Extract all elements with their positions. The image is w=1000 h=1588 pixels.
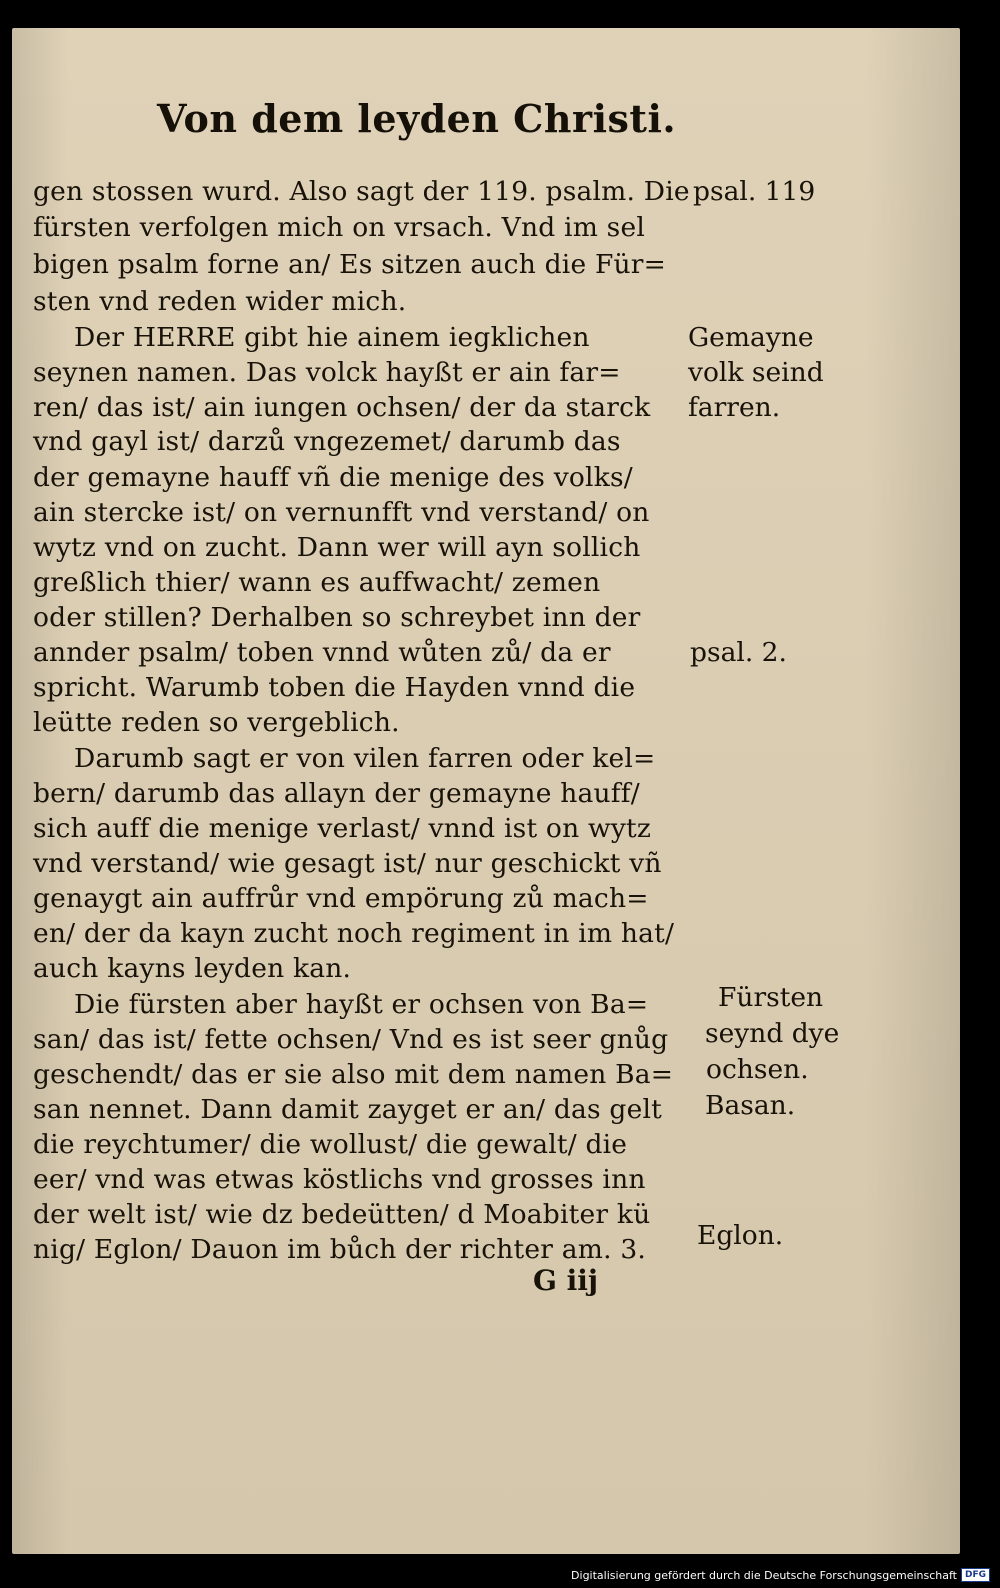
text-line: sten vnd reden wider mich. (33, 286, 407, 317)
text-line: en/ der da kayn zucht noch regiment in im hat/ (33, 918, 675, 949)
text-line: ain stercke ist/ on vernunfft vnd verstand/ on (33, 497, 650, 528)
dfg-logo: DFG (961, 1568, 990, 1582)
margin-note: Gemayne (688, 322, 814, 353)
margin-note: Fürsten (718, 982, 824, 1013)
text-line: vnd verstand/ wie gesagt ist/ nur geschickt vñ (33, 848, 662, 879)
margin-note: Eglon. (697, 1220, 784, 1251)
text-line: gen stossen wurd. Also sagt der 119. psalm. Die (33, 176, 690, 207)
text-line: oder stillen? Derhalben so schreybet inn der (33, 602, 641, 633)
text-line: wytz vnd on zucht. Dann wer will ayn sollich (33, 532, 641, 563)
text-line: der welt ist/ wie dz bedeütten/ d Moabiter kü (33, 1199, 651, 1230)
margin-note: Basan. (705, 1090, 796, 1121)
margin-note: psal. 119 (693, 176, 816, 207)
text-line: ren/ das ist/ ain iungen ochsen/ der da starck (33, 392, 651, 423)
text-line: bigen psalm forne an/ Es sitzen auch die Für= (33, 249, 667, 280)
text-line: auch kayns leyden kan. (33, 953, 352, 984)
margin-note: seynd dye (705, 1018, 840, 1049)
text-line: vnd gayl ist/ darzů vngezemet/ darumb das (33, 426, 621, 457)
text-line: Die fürsten aber hayßt er ochsen von Ba= (74, 989, 649, 1020)
footer-text: Digitalisierung gefördert durch die Deutsche Forschungsgemeinschaft (571, 1568, 957, 1582)
footer-credit (571, 1566, 990, 1584)
margin-note: volk seind (688, 357, 824, 388)
signature-mark: G iij (533, 1264, 599, 1297)
text-line: fürsten verfolgen mich on vrsach. Vnd im sel (33, 212, 646, 243)
text-line: nig/ Eglon/ Dauon im bůch der richter am. 3. (33, 1234, 647, 1265)
margin-note: psal. 2. (690, 637, 787, 668)
running-header: Von dem leyden Christi. (157, 96, 677, 141)
text-line: spricht. Warumb toben die Hayden vnnd die (33, 672, 636, 703)
text-line: san nennet. Dann damit zayget er an/ das gelt (33, 1094, 662, 1125)
text-line: seynen namen. Das volck hayßt er ain far= (33, 357, 621, 388)
text-line: geschendt/ das er sie also mit dem namen Ba= (33, 1059, 674, 1090)
text-line: Der HERRE gibt hie ainem iegklichen (74, 322, 590, 353)
text-line: Darumb sagt er von vilen farren oder kel= (74, 743, 656, 774)
text-line: bern/ darumb das allayn der gemayne hauff/ (33, 778, 640, 809)
text-line: eer/ vnd was etwas köstlichs vnd grosses inn (33, 1164, 646, 1195)
text-line: genaygt ain auffrůr vnd empörung zů mach= (33, 883, 649, 914)
text-line: annder psalm/ toben vnnd wůten zů/ da er (33, 637, 611, 668)
text-line: san/ das ist/ fette ochsen/ Vnd es ist seer gnůg (33, 1024, 669, 1055)
margin-note: ochsen. (706, 1054, 809, 1085)
text-line: der gemayne hauff vñ die menige des volks/ (33, 462, 633, 493)
text-line: sich auff die menige verlast/ vnnd ist on wytz (33, 813, 652, 844)
margin-note: farren. (688, 392, 781, 423)
text-line: die reychtumer/ die wollust/ die gewalt/ die (33, 1129, 628, 1160)
text-line: leütte reden so vergeblich. (33, 707, 400, 738)
text-line: greßlich thier/ wann es auffwacht/ zemen (33, 567, 601, 598)
